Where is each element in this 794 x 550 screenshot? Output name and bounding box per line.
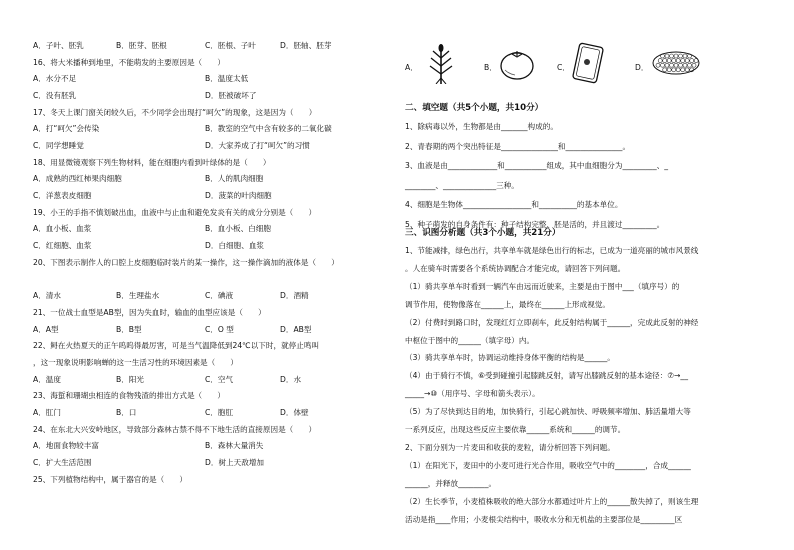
diagram-question-line: （5）为了尽快到达目的地，加快骑行，引起心跳加快、呼吸频率增加、肺活量增大等 — [405, 407, 691, 417]
question-line: 23、海蜇和珊瑚虫相连的食物残渣的排出方式是（ ） — [33, 391, 225, 401]
diagram-question-line: （4）由于骑行不慎，⑥受到碰撞引起膝跳反射，请写出膝跳反射的基本途径：⑦→__ — [405, 371, 688, 381]
answer-option[interactable]: A．打“呵欠”会传染 — [33, 124, 100, 134]
answer-option[interactable]: A．水分不足 — [33, 74, 77, 84]
diagram-question-line: 1、节能减排，绿色出行，共享单车就是绿色出行的标志，已成为一道亮丽的城市风景线 — [405, 246, 699, 255]
answer-option[interactable]: C．胚根、子叶 — [205, 41, 256, 50]
fill-blank-line: 3、血液是由_____________和___________组成，其中血细胞分为_________、_ — [405, 161, 669, 170]
answer-option[interactable]: A．成熟的西红柿果肉细胞 — [33, 174, 122, 184]
diagram-question-line: （3）骑共享单车时，协调运动维持身体平衡的结构是______。 — [405, 353, 615, 363]
answer-option[interactable]: C．碘液 — [205, 291, 234, 301]
question-line: 21、一位战士血型是AB型，因为失血时，输血的血型应该是（ ） — [33, 307, 266, 317]
diagram-question-line: _____→⑩（用序号、字母和箭头表示）。 — [405, 389, 540, 399]
answer-option[interactable]: D．菠菜的叶肉细胞 — [205, 191, 272, 201]
answer-option[interactable]: B．口 — [116, 407, 137, 417]
question-line: 22、鲟在火热夏天的正午呜呜得最厉害，可是当气温降低到24℃以下时，就停止鸣叫 — [33, 341, 320, 351]
section-3-title: 三、识图分析题（共3个小题，共21分） — [405, 228, 561, 238]
answer-option[interactable]: A．子叶、胚乳 — [33, 41, 84, 50]
diagram-question-line: ______，并释放________。 — [405, 478, 497, 488]
diagram-question-line: （1）在阳光下，麦田中的小麦可进行光合作用，吸收空气中的________，合成______ — [405, 460, 691, 470]
fill-blank-line: 4、细胞是生物体__________________和__________的基本单位。 — [405, 200, 623, 209]
answer-option[interactable]: B．温度太低 — [205, 74, 249, 84]
answer-option[interactable]: A．血小板、血浆 — [33, 224, 92, 234]
answer-option[interactable]: B．B型 — [116, 324, 142, 334]
option-c-label: C． — [557, 63, 570, 72]
diagram-question-line: （2）生长季节，小麦植株吸收的绝大部分水都通过叶片上的______散失掉了，则该生理 — [405, 496, 699, 506]
tissue-cells-icon — [651, 50, 701, 76]
answer-option[interactable]: C．红细胞、血浆 — [33, 241, 92, 251]
answer-option[interactable]: D．白细胞、血浆 — [205, 241, 265, 251]
fill-blank-line: 2、青春期的两个突出特征是_______________和_______________。 — [405, 141, 631, 151]
answer-option[interactable]: B．人的肌肉细胞 — [205, 174, 264, 184]
tomato-fruit-icon — [499, 48, 535, 80]
answer-option[interactable]: C．扩大生活范围 — [33, 458, 92, 467]
question-line: 18、用显微镜观察下列生物材料，能在细胞内看到叶绿体的是（ ） — [33, 157, 271, 167]
fill-blank-line: ________、______________三种。 — [405, 180, 519, 190]
answer-option[interactable]: A．A型 — [33, 324, 59, 334]
diagram-question-line: 。人在骑车时需要各个系统协调配合才能完成，请回答下列问题。 — [405, 263, 626, 273]
question-line: 19、小王的手指不慎划破出血，血液中与止血和避免发炎有关的成分分别是（ ） — [33, 207, 317, 217]
answer-option[interactable]: C．空气 — [205, 374, 234, 384]
diagram-question-line: 活动是指____作用；小麦根尖结构中，吸收水分和无机盐的主要部位是_________区 — [405, 514, 683, 524]
answer-option[interactable]: D．水 — [280, 374, 302, 384]
section-2-title: 二、填空题（共5个小题，共10分） — [405, 103, 544, 113]
answer-option[interactable]: B．教室的空气中含有较多的二氧化碳 — [205, 124, 332, 134]
answer-option[interactable]: B．森林大量消失 — [205, 441, 264, 451]
plant-cell-icon — [571, 42, 605, 84]
option-b-label: B． — [484, 63, 497, 72]
question-line: ，这一现象说明影响蝉的这一生活习性的环境因素是（ ） — [33, 357, 239, 367]
answer-option[interactable]: C．洋葱表皮细胞 — [33, 191, 92, 201]
answer-option[interactable]: D．胚轴、胚芽 — [280, 41, 332, 50]
fill-blank-line: 1、除病毒以外，生物都是由_______构成的。 — [405, 122, 558, 131]
answer-option[interactable]: D．体壁 — [280, 407, 309, 417]
diagram-question-line: 一系列反应，出现这些反应主要依靠______系统和______的调节。 — [405, 425, 626, 434]
diagram-question-line: 中枢位于图中的______（填字母）内。 — [405, 335, 535, 345]
answer-option[interactable]: A．肛门 — [33, 407, 61, 417]
answer-option[interactable]: C．同学想睡觉 — [33, 141, 84, 151]
answer-option[interactable]: D．AB型 — [280, 324, 312, 334]
diagram-question-line: （2）付费时到路口时，发现红灯立即刹车，此反射结构属于______，完成此反射的神经 — [405, 317, 699, 327]
answer-option[interactable]: B．血小板、白细胞 — [205, 224, 271, 234]
option-a-label: A． — [405, 63, 418, 72]
answer-option[interactable]: B．生理盐水 — [116, 291, 160, 301]
answer-option[interactable]: A．清水 — [33, 291, 61, 301]
question-line: 16、将大米播种到地里，不能萌发的主要原因是（ ） — [33, 57, 225, 67]
answer-option[interactable]: C．胞肛 — [205, 407, 234, 417]
answer-option[interactable]: D．胚被破坏了 — [205, 91, 257, 101]
answer-option[interactable]: C．O 型 — [205, 324, 234, 334]
question-line: 25、下列植物结构中，属于器官的是（ ） — [33, 474, 187, 484]
wheat-plant-icon — [422, 44, 460, 84]
diagram-question-line: （1）骑共享单车时看到一辆汽车由远而近驶来，主要是由于图中___（填序号）的 — [405, 281, 680, 291]
question-line: 24、在东北大兴安岭地区，导致部分森林古禁不得不下地生活的直接原因是（ ） — [33, 424, 317, 434]
answer-option[interactable]: A．地面食物较丰富 — [33, 441, 99, 451]
diagram-question-line: 2、下面分别为一片麦田和收获的麦粒，请分析回答下列问题。 — [405, 442, 615, 452]
fill-blank-line: 5、种子萌发的自身条件有：种子结构完整，胚是活的，并且渡过_________。 — [405, 219, 665, 229]
answer-option[interactable]: D．酒精 — [280, 291, 309, 301]
diagram-question-line: 调节作用，使物像落在______上，最终在______上形成视觉。 — [405, 299, 611, 309]
question-line: 20、下图表示制作人的口腔上皮细胞临时装片的某一操作，这一操作滴加的液体是（ ） — [33, 257, 339, 267]
answer-option[interactable]: C．没有胚乳 — [33, 91, 77, 101]
answer-option[interactable]: D．大家养成了打“呵欠”的习惯 — [205, 141, 310, 151]
answer-option[interactable]: B．阳光 — [116, 374, 144, 384]
answer-option[interactable]: A．温度 — [33, 374, 61, 384]
answer-option[interactable]: D．树上天敌增加 — [205, 458, 265, 467]
answer-option[interactable]: B．胚芽、胚根 — [116, 41, 167, 50]
question-line: 17、冬天上课门窗关闭较久后，不少同学会出现打“呵欠”的现象，这是因为（ ） — [33, 107, 317, 117]
option-d-label: D． — [635, 63, 649, 72]
